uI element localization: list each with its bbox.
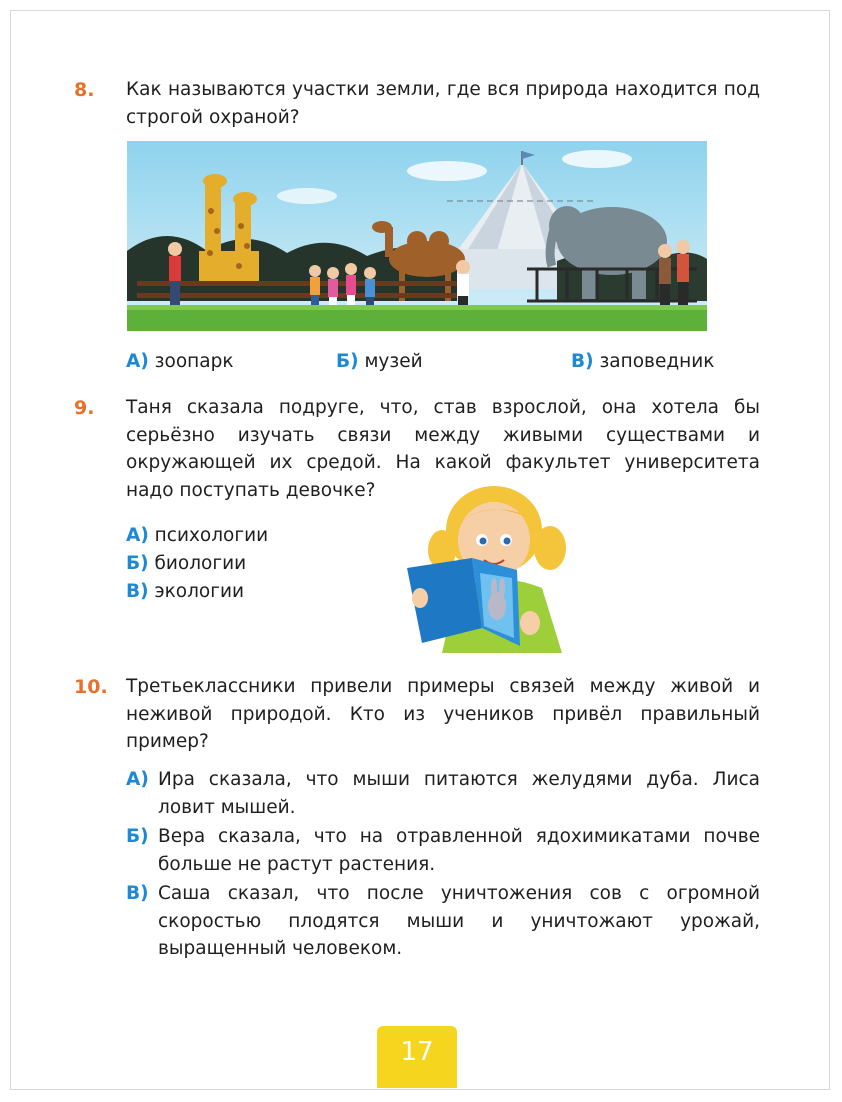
q9-option-a-label: А) — [126, 525, 149, 546]
q8-option-b-label: Б) — [336, 351, 359, 372]
q8-option-c[interactable] — [571, 348, 714, 376]
q9-option-c-text: экологии — [154, 581, 245, 602]
q10-option-c-text: Саша сказал, что после уничтожения сов с огромной скоростью плодятся мыши и уничтожают урожай, выращенный человеком. — [158, 883, 760, 959]
q9-option-b-text: биологии — [154, 553, 247, 574]
page-number: 17 — [400, 1037, 434, 1067]
question-8-number: 8. — [74, 79, 95, 101]
q9-option-c-label: В) — [126, 581, 149, 602]
q10-option-c[interactable] — [126, 880, 760, 963]
q8-option-b[interactable] — [336, 348, 423, 376]
question-10-number: 10. — [74, 676, 108, 698]
page-number-badge — [377, 1026, 457, 1088]
zoo-illustration — [127, 141, 707, 331]
q10-option-a[interactable] — [126, 766, 760, 821]
q9-option-c[interactable] — [126, 578, 268, 606]
q9-option-b[interactable] — [126, 550, 268, 578]
q9-options — [126, 522, 268, 606]
q8-option-a-label: А) — [126, 351, 149, 372]
question-8-text: Как называются участки земли, где вся природа находится под строгой охраной? — [126, 79, 760, 128]
q10-option-a-text: Ира сказала, что мыши питаются желудями дуба. Лиса ловит мышей. — [158, 769, 760, 818]
q10-option-a-label: А) — [126, 769, 149, 790]
q10-option-b-text: Вера сказала, что на отравленной ядохимикатами почве больше не растут растения. — [158, 826, 760, 875]
question-9-number: 9. — [74, 397, 95, 419]
q9-option-a[interactable] — [126, 522, 268, 550]
q10-option-c-label: В) — [126, 883, 149, 904]
q8-option-a-text: зоопарк — [154, 351, 234, 372]
q8-option-c-text: заповедник — [599, 351, 715, 372]
question-10-text: Третьеклассники привели примеры связей между живой и неживой природой. Кто из учеников привёл правильный пример? — [126, 676, 760, 752]
q9-option-b-label: Б) — [126, 553, 149, 574]
girl-reading-illustration — [402, 478, 577, 663]
question-9-text: Таня сказала подруге, что, став взрослой, она хотела бы серьёзно изучать связи между живыми существами и окружающей их средой. На какой факультет университета надо поступать девочке? — [126, 397, 760, 501]
q9-option-a-text: психологии — [154, 525, 269, 546]
q8-option-c-label: В) — [571, 351, 594, 372]
q10-options — [126, 766, 760, 963]
q10-option-b-label: Б) — [126, 826, 149, 847]
q8-option-a[interactable] — [126, 348, 234, 376]
q10-option-b[interactable] — [126, 823, 760, 878]
q8-option-b-text: музей — [364, 351, 423, 372]
